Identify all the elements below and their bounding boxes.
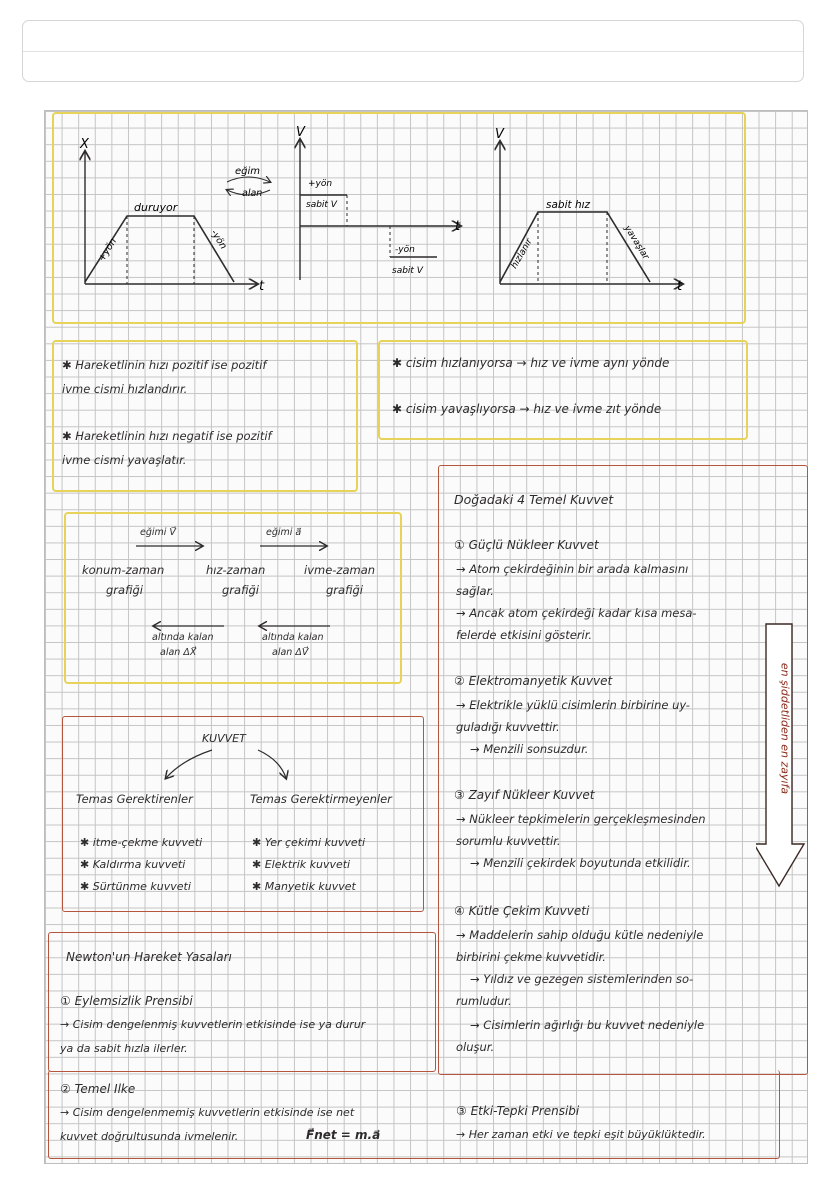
acceleration-graph-label-1: ivme-zaman	[304, 563, 376, 577]
graphs-svg	[52, 112, 742, 320]
g1-right-label: -yön	[208, 227, 229, 252]
contact-force-3: ✱ Sürtünme kuvveti	[80, 880, 191, 893]
fundamental-forces-title: Doğadaki 4 Temel Kuvvet	[454, 492, 614, 507]
velocity-graph-label-2: grafiği	[222, 583, 259, 597]
position-graph-label-2: grafiği	[106, 583, 143, 597]
direction-line-2: ✱ cisim yavaşlıyorsa → hız ve ivme zıt yönde	[392, 402, 662, 416]
g3-top-label: sabit hız	[546, 199, 591, 211]
g1-left-label: +yön	[96, 236, 120, 264]
gravity-force-title: ④ Kütle Çekim Kuvveti	[454, 904, 590, 918]
gravity-force-line-6: oluşur.	[456, 1040, 495, 1054]
law2-line-2: kuvvet doğrultusunda ivmelenir.	[60, 1130, 239, 1143]
strong-force-line-4: felerde etkisini gösterir.	[456, 628, 593, 642]
g2-neg-dir: -yön	[395, 245, 415, 255]
header-divider	[23, 51, 803, 52]
newton-title: Newton'un Hareket Yasaları	[66, 950, 232, 964]
header-box	[22, 20, 804, 82]
direction-box	[378, 340, 748, 440]
g1-y-label: X	[80, 137, 89, 152]
slope-note-top: eğim	[235, 166, 261, 177]
slope-area-note	[227, 166, 270, 199]
area-v-label-1: altında kalan	[262, 632, 324, 643]
slope-v-label: eğimi V⃗	[140, 527, 176, 538]
velocity-graph-label-1: hız-zaman	[206, 563, 266, 577]
law1-line-2: ya da sabit hızla ilerler.	[60, 1042, 188, 1055]
strength-arrow-label: en şiddetliden en zayıfa	[778, 662, 792, 795]
gravity-force-line-2: birbirini çekme kuvvetidir.	[456, 950, 606, 964]
strong-force-line-2: sağlar.	[456, 584, 494, 598]
area-x-label-2: alan ΔX⃗	[160, 647, 197, 658]
speed-sign-line-2: ivme cismi hızlandırır.	[62, 382, 188, 396]
em-force-line-3: → Menzili sonsuzdur.	[470, 742, 589, 756]
gravity-force-line-5: → Cisimlerin ağırlığı bu kuvvet nedeniyle	[470, 1018, 705, 1032]
weak-force-line-2: sorumlu kuvvettir.	[456, 834, 561, 848]
weak-force-title: ③ Zayıf Nükleer Kuvvet	[454, 788, 595, 802]
law2-line-1: → Cisim dengelenmemiş kuvvetlerin etkisinde ise net	[60, 1106, 355, 1119]
contact-forces-heading: Temas Gerektirenler	[76, 792, 193, 806]
slope-a-label: eğimi a⃗	[266, 527, 302, 538]
speed-sign-line-1: ✱ Hareketlinin hızı pozitif ise pozitif	[62, 358, 267, 372]
position-time-graph	[79, 137, 265, 294]
speed-sign-line-3: ✱ Hareketlinin hızı negatif ise pozitif	[62, 429, 272, 443]
g1-x-label: t	[259, 279, 265, 294]
law3-line-1: → Her zaman etki ve tepki eşit büyüklüktedir.	[456, 1128, 706, 1141]
law3-title: ③ Etki-Tepki Prensibi	[456, 1104, 580, 1118]
strong-force-title: ① Güçlü Nükleer Kuvvet	[454, 538, 599, 552]
law1-line-1: → Cisim dengelenmiş kuvvetlerin etkisinde ise ya durur	[60, 1018, 366, 1031]
contact-force-2: ✱ Kaldırma kuvveti	[80, 858, 186, 871]
weak-force-line-3: → Menzili çekirdek boyutunda etkilidir.	[470, 856, 691, 870]
g2-x-label: t	[455, 219, 461, 234]
velocity-time-graph-constant	[296, 125, 461, 280]
law1-title: ① Eylemsizlik Prensibi	[60, 994, 193, 1008]
strong-force-line-1: → Atom çekirdeğinin bir arada kalmasını	[456, 562, 689, 576]
g3-right-label: yavaşlar	[621, 223, 651, 262]
em-force-title: ② Elektromanyetik Kuvvet	[454, 674, 613, 688]
strong-force-line-3: → Ancak atom çekirdeği kadar kısa mesa-	[456, 606, 697, 620]
g2-neg-const: sabit V	[392, 266, 423, 276]
forces-title: KUVVET	[202, 732, 246, 745]
gravity-force-line-4: rumludur.	[456, 994, 512, 1008]
contact-force-1: ✱ itme-çekme kuvveti	[80, 836, 203, 849]
direction-line-1: ✱ cisim hızlanıyorsa → hız ve ivme aynı yönde	[392, 356, 670, 370]
law2-title: ② Temel Ilke	[60, 1082, 136, 1096]
slope-note-bottom: alan	[242, 188, 263, 199]
noncontact-force-3: ✱ Manyetik kuvvet	[252, 880, 356, 893]
velocity-time-graph-trapezoid	[495, 127, 683, 294]
gravity-force-line-1: → Maddelerin sahip olduğu kütle nedeniyle	[456, 928, 704, 942]
noncontact-force-2: ✱ Elektrik kuvveti	[252, 858, 351, 871]
noncontact-force-1: ✱ Yer çekimi kuvveti	[252, 836, 366, 849]
gravity-force-line-3: → Yıldız ve gezegen sistemlerinden so-	[470, 972, 694, 986]
speed-sign-line-4: ivme cismi yavaşlatır.	[62, 453, 187, 467]
g2-pos-dir: +yön	[308, 179, 333, 189]
g2-pos-const: sabit V	[306, 200, 337, 210]
noncontact-forces-heading: Temas Gerektirmeyenler	[250, 792, 392, 806]
em-force-line-2: guladığı kuvvettir.	[456, 720, 560, 734]
acceleration-graph-label-2: grafiği	[326, 583, 363, 597]
law2-formula: F⃗net = m.a⃗	[306, 1128, 381, 1142]
g2-y-label: V	[296, 125, 305, 140]
g3-y-label: V	[495, 127, 504, 142]
em-force-line-1: → Elektrikle yüklü cisimlerin birbirine uy-	[456, 698, 690, 712]
area-v-label-2: alan ΔV⃗	[272, 647, 309, 658]
g3-left-label: hızlanır	[509, 237, 535, 271]
area-x-label-1: altında kalan	[152, 632, 214, 643]
g1-top-label: duruyor	[134, 201, 178, 214]
g3-x-label: t	[677, 279, 683, 294]
position-graph-label-1: konum-zaman	[82, 563, 165, 577]
weak-force-line-1: → Nükleer tepkimelerin gerçekleşmesinden	[456, 812, 706, 826]
